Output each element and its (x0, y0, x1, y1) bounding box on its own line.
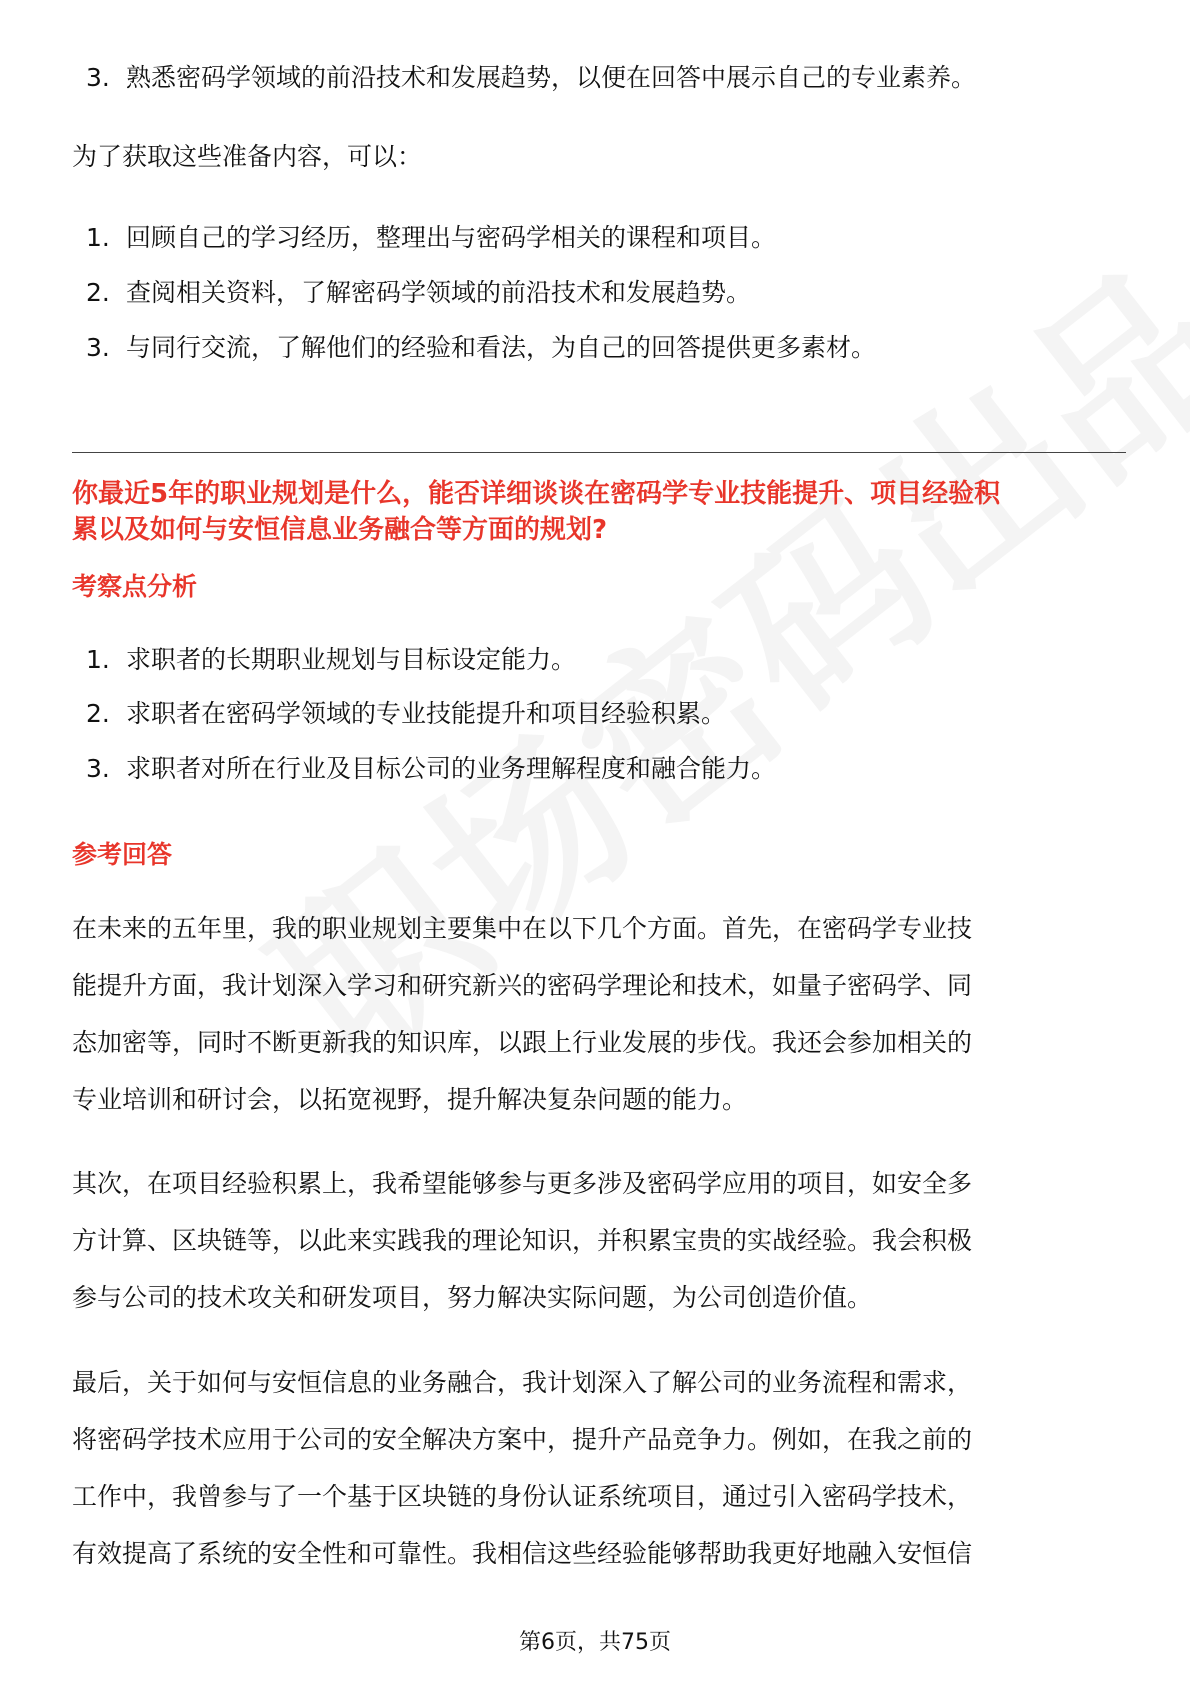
list-number: 2. (86, 699, 110, 728)
list-number: 1. (86, 223, 110, 252)
paragraph-line: 有效提高了系统的安全性和可靠性。我相信这些经验能够帮助我更好地融入安恒信 (72, 1539, 973, 1568)
question-line: 累以及如何与安恒信息业务融合等方面的规划? (72, 515, 608, 545)
paragraph-line: 将密码学技术应用于公司的安全解决方案中，提升产品竞争力。例如，在我之前的 (72, 1425, 973, 1454)
answer-paragraph (72, 900, 972, 1128)
list-number: 3. (86, 63, 110, 92)
list-text: 回顾自己的学习经历，整理出与密码学相关的课程和项目。 (126, 223, 777, 252)
list-text: 求职者的长期职业规划与目标设定能力。 (126, 645, 577, 674)
list-text: 熟悉密码学领域的前沿技术和发展趋势，以便在回答中展示自己的专业素养。 (126, 63, 977, 92)
list-number: 2. (86, 278, 110, 307)
paragraph-line: 工作中，我曾参与了一个基于区块链的身份认证系统项目，通过引入密码学技术， (72, 1482, 973, 1511)
list-text: 查阅相关资料，了解密码学领域的前沿技术和发展趋势。 (126, 278, 752, 307)
list-number: 3. (86, 333, 110, 362)
list-text: 与同行交流，了解他们的经验和看法，为自己的回答提供更多素材。 (126, 333, 877, 362)
list-number: 1. (86, 645, 110, 674)
list-item (86, 643, 576, 677)
page-footer: 第6页，共75页 (519, 1630, 671, 1655)
paragraph-line: 专业培训和研讨会，以拓宽视野，提升解决复杂问题的能力。 (72, 1085, 748, 1114)
paragraph-line: 在未来的五年里，我的职业规划主要集中在以下几个方面。首先，在密码学专业技 (72, 914, 973, 943)
list-item (86, 331, 876, 365)
paragraph-line: 其次，在项目经验积累上，我希望能够参与更多涉及密码学应用的项目，如安全多 (72, 1169, 973, 1198)
question-line: 你最近5年的职业规划是什么，能否详细谈谈在密码学专业技能提升、项目经验积 (72, 479, 1001, 509)
section-divider (72, 452, 1126, 453)
list-item (86, 221, 776, 255)
paragraph-line: 最后，关于如何与安恒信息的业务融合，我计划深入了解公司的业务流程和需求， (72, 1368, 973, 1397)
answer-heading: 参考回答 (72, 840, 173, 869)
list-item (86, 697, 726, 731)
answer-paragraph (72, 1354, 972, 1582)
answer-paragraph (72, 1155, 972, 1326)
intro-text: 为了获取这些准备内容，可以： (72, 142, 423, 171)
list-number: 3. (86, 754, 110, 783)
list-text: 求职者对所在行业及目标公司的业务理解程度和融合能力。 (126, 754, 777, 783)
paragraph-line: 能提升方面，我计划深入学习和研究新兴的密码学理论和技术，如量子密码学、同 (72, 971, 973, 1000)
analysis-heading: 考察点分析 (72, 572, 198, 601)
question-heading (72, 476, 1000, 548)
list-item (86, 276, 751, 310)
list-item (86, 61, 976, 95)
list-item (86, 752, 776, 786)
paragraph-line: 态加密等，同时不断更新我的知识库，以跟上行业发展的步伐。我还会参加相关的 (72, 1028, 973, 1057)
paragraph-line: 方计算、区块链等，以此来实践我的理论知识，并积累宝贵的实战经验。我会积极 (72, 1226, 973, 1255)
list-text: 求职者在密码学领域的专业技能提升和项目经验积累。 (126, 699, 727, 728)
paragraph-line: 参与公司的技术攻关和研发项目，努力解决实际问题，为公司创造价值。 (72, 1283, 873, 1312)
